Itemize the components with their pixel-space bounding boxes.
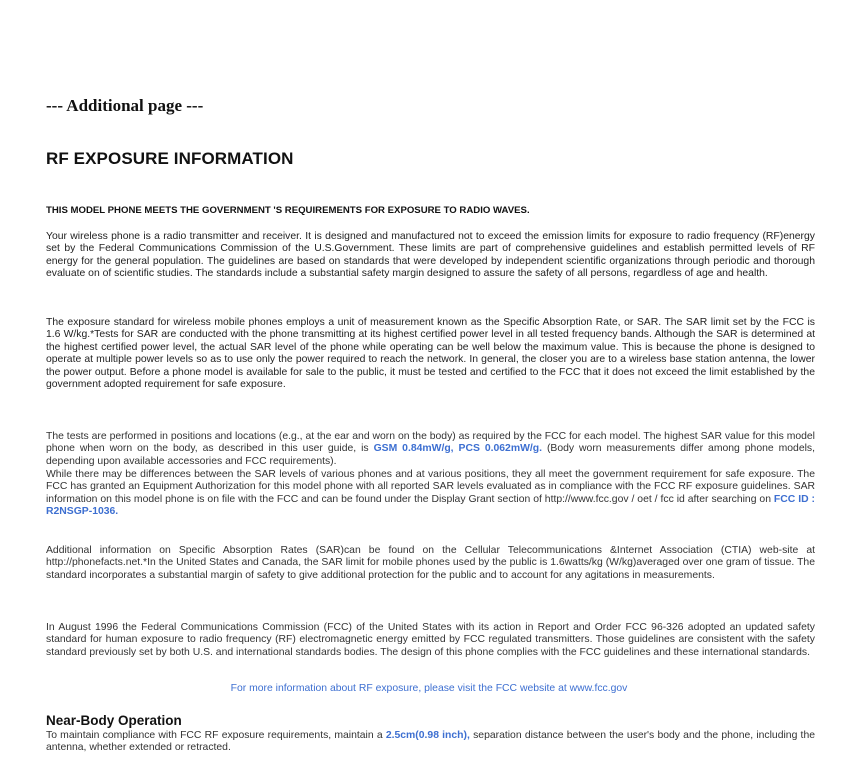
near-body-heading: Near-Body Operation [46, 713, 182, 728]
paragraph-near-body [46, 730, 815, 755]
near-body-text-end: separation distance between the user's body and the phone, including the antenna, whether extended or retracted. [46, 730, 815, 754]
paragraph-intro: Your wireless phone is a radio transmitter and receiver. It is designed and manufactured not to exceed the emission limits for exposure to radio frequency (RF)energy set by the Federal Communications Commission of the U.S.Government. These limits are part of comprehensive guidelines and establish permitted levels of RF energy for the general population. The guidelines are based on standards that were developed by independent scientific organizations through periodic and thorough evaluate on of scientific studies. The standards include a substantial safety margin designed to assure the safety of all persons, regardless of age and health. [46, 231, 815, 280]
sar-tests-note: (Body worn measurements differ among phone models, depending upon available accessories and FCC requirements). [46, 443, 816, 467]
paragraph-fcc-history: In August 1996 the Federal Communications Commission (FCC) of the United States with its action in Report and Order FCC 96-326 adopted an updated safety standard for human exposure to radio frequency (RF) electromagnetic energy emitted by FCC regulated transmitters. Those guidelines are consistent with the safety standard previously set by both U.S. and international standards bodies. The design of this phone complies with the FCC guidelines and these international standards. [46, 622, 815, 658]
fcc-id: FCC ID : R2NSGP-1036. [46, 493, 815, 518]
sar-tests-text: The tests are performed in positions and locations (e.g., at the ear and worn on the body) as required by the FCC for each model. The highest SAR value for this model phone when worn on the body, as described in this user guide, is [46, 431, 815, 455]
paragraph-equipment-authorization [46, 469, 815, 519]
sar-value: GSM 0.84mW/g, PCS 0.062mW/g. [373, 443, 543, 455]
paragraph-additional-info: Additional information on Specific Absorption Rates (SAR)can be found on the Cellular Telecommunications &Internet Association (CTIA) web-site at http://phonefacts.net.*In the United States and Canada, the SAR limit for mobile phones used by the public is 1.6watts/kg (W/kg)averaged over one gram of tissue. The standard incorporates a substantial margin of safety to give additional protection for the public and to account for any agitations in measurements. [46, 545, 815, 581]
page-title: RF EXPOSURE INFORMATION [46, 149, 294, 168]
subtitle: THIS MODEL PHONE MEETS THE GOVERNMENT 'S REQUIREMENTS FOR EXPOSURE TO RADIO WAVES. [46, 205, 530, 216]
separation-distance: 2.5cm(0.98 inch), [385, 730, 470, 741]
near-body-text: To maintain compliance with FCC RF exposure requirements, maintain a [46, 730, 386, 741]
additional-page-label: --- Additional page --- [46, 96, 204, 115]
fcc-website-link[interactable]: For more information about RF exposure, please visit the FCC website at www.fcc.gov [230, 683, 628, 694]
authorization-text: While there may be differences between the SAR levels of various phones and at various positions, they all meet the government requirement for safe exposure. The FCC has granted an Equipment Authorization for this model phone with all reported SAR levels evaluated as in compliance with the FCC RF exposure guidelines. SAR information on this model phone is on file with the FCC and can be found under the Display Grant section of http://www.fcc.gov / oet / fcc id after searching on [46, 469, 815, 505]
paragraph-sar-standard: The exposure standard for wireless mobile phones employs a unit of measurement known as the Specific Absorption Rate, or SAR. The SAR limit set by the FCC is 1.6 W/kg.*Tests for SAR are conducted with the phone transmitting at its highest certified power level in all tested frequency bands. Although the SAR is determined at the highest certified power level, the actual SAR level of the phone while operating can be well below the maximum value. This is because the phone is designed to operate at multiple power levels so as to use only the power required to reach the network. In general, the closer you are to a wireless base station antenna, the lower the power output. Before a phone model is available for sale to the public, it must be tested and certified to the FCC that it does not exceed the limit established by the government adopted requirement for safe exposure. [46, 317, 815, 391]
paragraph-sar-tests [46, 431, 815, 468]
